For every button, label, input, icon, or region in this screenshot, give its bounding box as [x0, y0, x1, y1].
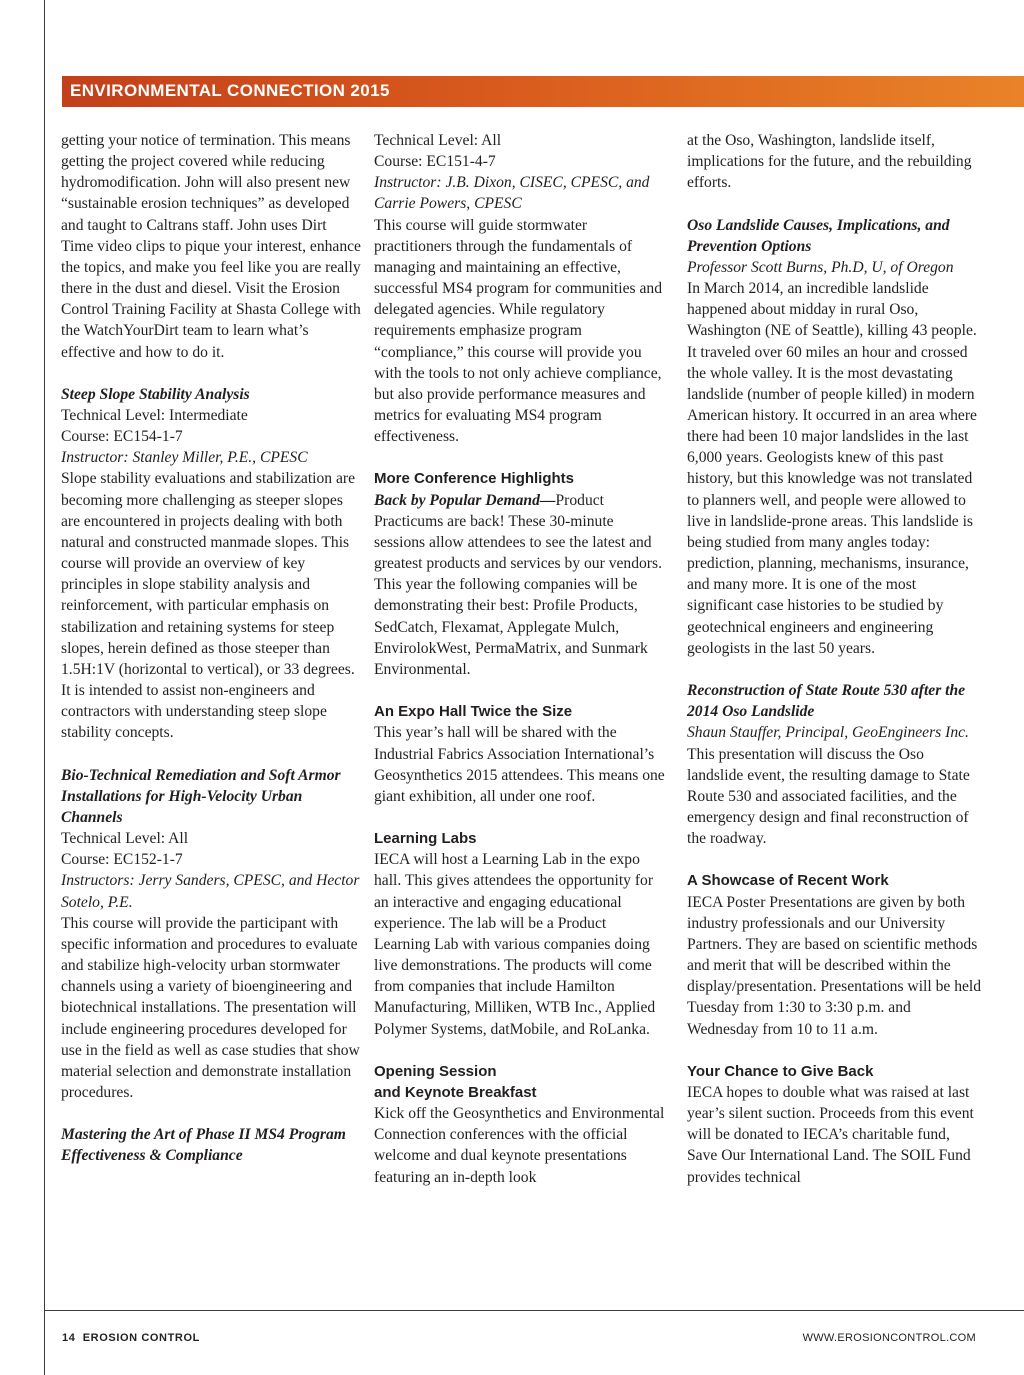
- footer-url: WWW.EROSIONCONTROL.COM: [802, 1332, 976, 1344]
- column-2: [374, 130, 666, 1188]
- course-level: Technical Level: All: [61, 830, 189, 848]
- highlights-section: [374, 468, 666, 680]
- section-banner: [62, 76, 1024, 107]
- course-title: Mastering the Art of Phase II MS4 Program Effectiveness & Compliance: [61, 1126, 346, 1165]
- course-description: This course will guide stormwater practitioners through the fundamentals of managing and maintaining an effective, successful MS4 program for communities and delegated agencies. While regulatory requirements emphasize program “compliance,” this course will provide you with the tools to not only achieve compliance, but also provide performance measures and metrics for evaluating MS4 program effectiveness.: [374, 216, 662, 446]
- session-description: This presentation will discuss the Oso landslide event, the resulting damage to State Route 530 and associated facilities, and the emergency design and final reconstruction of the roadway.: [687, 745, 970, 848]
- course-description: Slope stability evaluations and stabilization are becoming more challenging as steeper slopes are encountered in projects dealing with both natural and constructed manmade slopes. This course will provide an overview of key principles in slope stability analysis and reinforcement, with particular emphasis on stabilization and retaining systems for steep slopes, herein defined as those steeper than 1.5H:1V (horizontal to vertical), or 33 degrees. It is intended to assist non-engineers and contractors with understanding steep slope stability concepts.: [61, 470, 356, 742]
- col3-intro: at the Oso, Washington, landslide itself, implications for the future, and the rebuilding efforts.: [687, 132, 972, 192]
- page-number: 14: [62, 1332, 76, 1344]
- section-body: IECA Poster Presentations are given by both industry professionals and our University Partners. They are based on scientific methods and merit that will be described within the display/presentation. Presentations will be held Tuesday from 1:30 to 3:30 p.m. and Wednesday from 10 to 11 a.m.: [687, 893, 982, 1038]
- showcase-section: [687, 870, 983, 1039]
- session-oso-causes: [687, 215, 983, 659]
- session-presenter: Professor Scott Burns, Ph.D, U, of Oregon: [687, 258, 954, 276]
- section-body: Product Practicums are back! These 30-minute sessions allow attendees to see the latest and greatest products and services by our vendors. This year the following companies will be demonstrating their best: Profile Products, SedCatch, Flexamat, Applegate Mulch, EnvirolokWest, PermaMatrix, and Sunmark Environmental.: [374, 491, 662, 678]
- session-description: In March 2014, an incredible landslide happened about midday in rural Oso, Washington (NE of Seattle), killing 43 people. It traveled over 60 miles an hour and crossed the whole valley. It is the most devastating landslide (number of people killed) in modern American history. It occurred in an area where there had been 10 major landslides in the last 6,000 years. Geologists knew of this past history, but this knowledge was not translated to planners well, and people were allowed to live in landslide-prone areas. This landslide is being studied from many angles today: prediction, planning, mechanisms, insurance, and many more. It is one of the most significant case histories to be studied by geotechnical engineers and engineering geologists in the last 50 years.: [687, 280, 977, 657]
- course-title: Steep Slope Stability Analysis: [61, 385, 250, 403]
- column-3: [687, 130, 983, 1188]
- course-ms4-details: [374, 130, 666, 447]
- course-instructor: Instructor: Stanley Miller, P.E., CPESC: [61, 449, 308, 467]
- section-heading: More Conference Highlights: [374, 470, 575, 488]
- session-title: Reconstruction of State Route 530 after the 2014 Oso Landslide: [687, 682, 966, 721]
- course-steep-slope: [61, 384, 361, 744]
- course-instructor: Instructor: J.B. Dixon, CISEC, CPESC, and Carrie Powers, CPESC: [374, 174, 650, 213]
- section-heading: A Showcase of Recent Work: [687, 872, 889, 890]
- section-body: Kick off the Geosynthetics and Environmental Connection conferences with the official welcome and dual keynote presentations featuring an in-depth look: [374, 1105, 665, 1186]
- section-heading: An Expo Hall Twice the Size: [374, 703, 573, 721]
- course-instructor: Instructors: Jerry Sanders, CPESC, and Hector Sotelo, P.E.: [61, 872, 360, 911]
- course-code: Course: EC152-1-7: [61, 851, 183, 869]
- footer-rule: [44, 1310, 1024, 1311]
- give-back-section: [687, 1061, 983, 1188]
- course-title: Bio-Technical Remediation and Soft Armor Installations for High-Velocity Urban Channels: [61, 766, 341, 826]
- opening-session-section: [374, 1061, 666, 1188]
- section-heading: Your Chance to Give Back: [687, 1062, 874, 1080]
- course-level: Technical Level: Intermediate: [61, 407, 248, 425]
- section-heading: Learning Labs: [374, 830, 477, 848]
- session-sr530: [687, 680, 983, 849]
- banner-title: ENVIRONMENTAL CONNECTION 2015: [70, 81, 390, 100]
- lead-in: Back by Popular Demand—: [374, 491, 556, 509]
- session-presenter: Shaun Stauffer, Principal, GeoEngineers Inc.: [687, 724, 969, 742]
- section-body: IECA hopes to double what was raised at last year’s silent suction. Proceeds from this event will be donated to IECA’s charitable fund, Save Our International Land. The SOIL Fund provides technical: [687, 1083, 974, 1186]
- expo-section: [374, 701, 666, 807]
- course-ms4: [61, 1124, 361, 1166]
- footer-folio: [62, 1332, 200, 1344]
- course-bio-technical: [61, 765, 361, 1104]
- left-margin-rule: [44, 0, 45, 1375]
- learning-labs-section: [374, 828, 666, 1040]
- publication-name: EROSION CONTROL: [82, 1332, 200, 1344]
- section-heading-line1: Opening Session: [374, 1062, 497, 1080]
- column-1: [61, 130, 361, 1167]
- col1-intro: getting your notice of termination. This means getting the project covered while reducing hydromodification. John will also present new “sustainable erosion techniques” as developed and taught to Caltrans staff. John uses Dirt Time video clips to pique your interest, enhance the topics, and make you feel like you are really there in the dust and diesel. Visit the Erosion Control Training Facility at Shasta College with the WatchYourDirt team to learn what’s effective and how to do it.: [61, 132, 361, 361]
- course-code: Course: EC154-1-7: [61, 428, 183, 446]
- course-level: Technical Level: All: [374, 132, 502, 149]
- section-body: IECA will host a Learning Lab in the expo hall. This gives attendees the opportunity for an interactive and engaging educational experience. The lab will be a Product Learning Lab with various companies doing live demonstrations. The products will come from companies that include Hamilton Manufacturing, Milliken, WTB Inc., Applied Polymer Systems, datMobile, and RoLanka.: [374, 851, 656, 1038]
- section-heading-line2: and Keynote Breakfast: [374, 1083, 537, 1101]
- session-title: Oso Landslide Causes, Implications, and Prevention Options: [687, 216, 950, 255]
- course-description: This course will provide the participant with specific information and procedures to evaluate and stabilize high-velocity urban stormwater channels using a variety of bioengineering and biotechnical installations. The presentation will include engineering procedures developed for use in the field as well as case studies that show material selection and demonstrate installation procedures.: [61, 914, 360, 1101]
- course-code: Course: EC151-4-7: [374, 153, 496, 171]
- section-body: This year’s hall will be shared with the Industrial Fabrics Association International’s Geosynthetics 2015 attendees. This means one giant exhibition, all under one roof.: [374, 724, 665, 805]
